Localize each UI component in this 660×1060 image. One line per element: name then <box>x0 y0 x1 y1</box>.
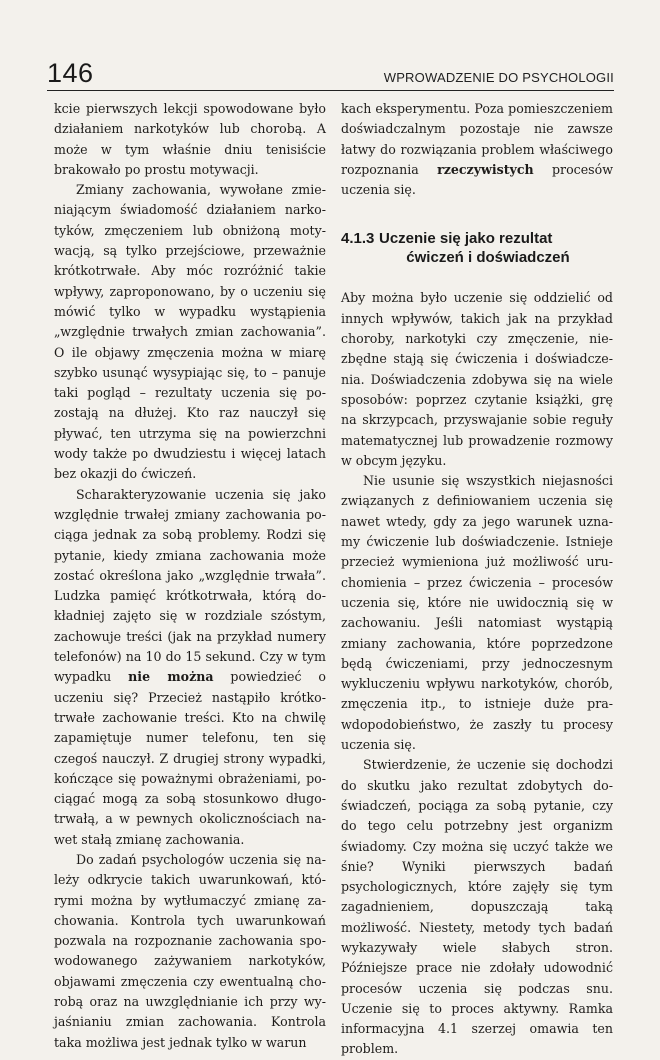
header-rule <box>47 90 614 91</box>
text-run: kach eksperymentu. Poza pomieszczeniem doświadczalnym pozostaje nie zawsze łatwy do rozwiązania problem właściwego rozpoznania <box>341 101 613 177</box>
text-run: powiedzieć o uczeniu się? Przecież nastąpiło krótkotrwałe zachowanie treści. Kto na chwilę zapamiętuje numer telefonu, ten się czegoś nauczył. Z drugiej strony wypadki, kończące się poważnymi obrażeniami, pociągać mogą za sobą stosunkowo długotrwałą, a w pewnych okolicznościach nawet stałą zmianę zachowania. <box>54 669 326 847</box>
right-column <box>341 99 613 1060</box>
page-number: 146 <box>47 58 94 88</box>
paragraph: Aby można było uczenie się oddzielić od innych wpływów, takich jak na przykład choroby, narkotyki czy zmęczenie, niezbędne stają się ćwiczenia i doświadczenia. Doświadczenia zdobywa się na wiele sposobów: poprzez czytanie książki, grę na skrzypcach, przyswajanie sobie reguły matematycznej lub prowadzenie rozmowy w obcym języku. <box>341 290 613 468</box>
bold-text: nie można <box>128 669 214 685</box>
paragraph: Zmiany zachowania, wywołane zmieniającym świadomość działaniem narkotyków, zmęczeniem lub obniżoną motywacją, są tylko przejściowe, przeważnie krótkotrwałe. Aby móc rozróżnić takie wpływy, zaproponowano, by o uczeniu się mówić tylko w wypadku wystąpienia „względnie trwałych zmian zachowania”. O ile objawy zmęczenia można w miarę szybko usunąć wysypiając się, to – panuje taki pogląd – rezultaty uczenia się pozostają na dłużej. Kto raz nauczył się pływać, ten utrzyma się na powierzchni wody także po dwudziestu i więcej latach bez okazji do ćwiczeń. <box>54 182 326 482</box>
paragraph: Stwierdzenie, że uczenie się dochodzi do skutku jako rezultat zdobytych doświadczeń, pociąga za sobą pytanie, czy do tego celu potrzebny jest organizm świadomy. Czy można się uczyć także we śnie? Wyniki pierwszych badań psychologicznych, które zajęły się tym zagadnieniem, dopuszczają taką możliwość. Niestety, metody tych badań wykazywały wiele słabych stron. Późniejsze prace nie zdołały udowodnić procesów uczenia się podczas snu. Uczenie się to proces aktywny. Ramka informacyjna 4.1 szerzej omawia ten problem. <box>341 757 613 1057</box>
section-title-line1: Uczenie się jako rezultat <box>379 230 553 248</box>
text-run: Scharakteryzowanie uczenia się jako względnie trwałej zmiany zachowania pociąga jednak za sobą problemy. Rodzi się pytanie, kiedy zmiana zachowania może zostać określona jako „względnie trwała”. Ludzka pamięć krótkotrwała, którą dokładniej zajęto się w rozdziale szóstym, zachowuje treści (jak na przykład numery telefonów) na 10 do 15 sekund. Czy w tym wypadku <box>54 486 326 685</box>
paragraph: kcie pierwszych lekcji spowodowane było działaniem narkotyków lub chorobą. A może w tym właśnie dniu tenisiście brakowało po prostu motywacji. <box>54 101 326 177</box>
paragraph: Nie usunie się wszystkich niejasności związanych z definiowaniem uczenia się nawet wtedy, gdy za jego warunek uznamy ćwiczenie lub doświadczenie. Istnieje przecież wymieniona już możliwość uruchomienia – przez ćwiczenia – procesów uczenia się, które nie uwidocznią się w zachowaniu. Jeśli natomiast wystąpią zmiany zachowania, które poprzedzone będą ćwiczeniami, przy jednoczesnym wykluczeniu wpływu narkotyków, chorób, zmęczenia itp., to istnieje duże prawdopodobieństwo, że zaszły tu procesy uczenia się. <box>341 473 613 753</box>
text-run: procesów uczenia się. <box>341 161 613 198</box>
paragraph <box>341 99 613 200</box>
left-column <box>54 99 326 1053</box>
section-heading <box>341 229 613 267</box>
running-title: WPROWADZENIE DO PSYCHOLOGII <box>383 70 614 85</box>
bold-text: rzeczywistych <box>437 161 534 177</box>
paragraph <box>54 485 326 850</box>
paragraph: Do zadań psychologów uczenia się należy odkrycie takich uwarunkowań, którymi można by wytłumaczyć zmianę zachowania. Kontrola tych uwarunkowań pozwala na rozpoznanie zachowania spowodowanego zażywaniem narkotyków, objawami zmęczenia czy ewentualną chorobą oraz na uwzględnianie ich przy wyjaśnianiu zmian zachowania. Kontrola taka możliwa jest jednak tylko w warun <box>54 851 326 1050</box>
section-title-line2: ćwiczeń i doświadczeń <box>406 249 570 267</box>
section-number: 4.1.3 <box>341 230 375 248</box>
section-heading-line1 <box>341 229 613 248</box>
